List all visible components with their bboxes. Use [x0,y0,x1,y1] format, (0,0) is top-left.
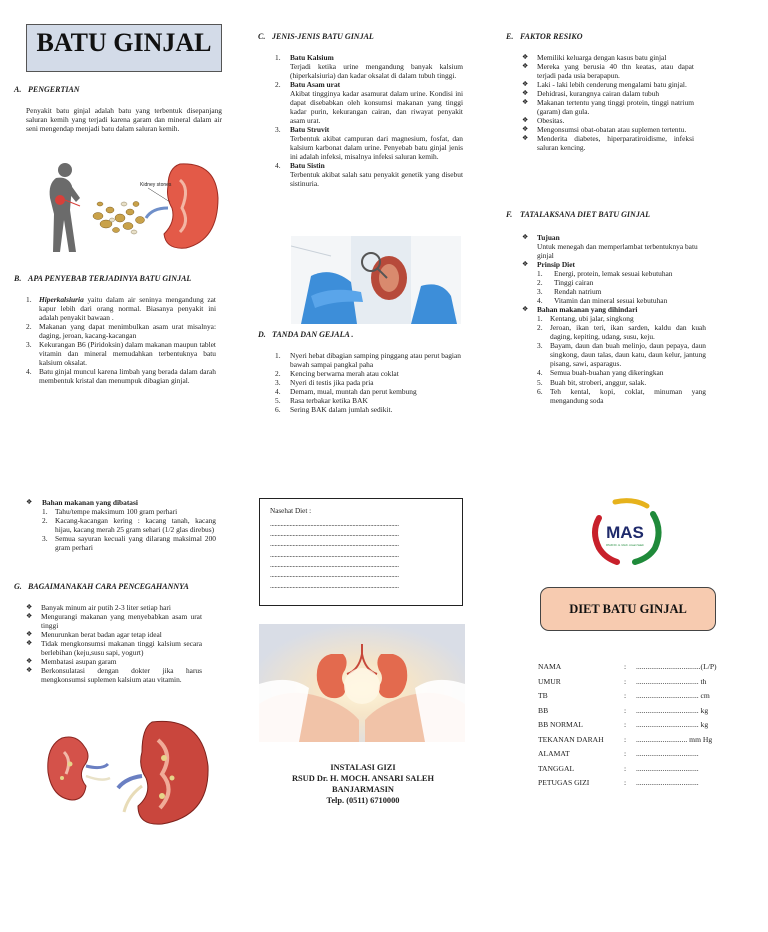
list-item: ❖ Mereka yang berusia 40 thn keatas, atau dapat terjadi pada usia berapapun. [522,62,694,81]
form-label: TANGGAL [538,763,575,773]
nasehat-label: Nasehat Diet : [270,507,312,515]
prinsip-label: Prinsip Diet [537,260,575,270]
form-field[interactable]: ................................. kg [636,720,709,729]
pencegahan-list [26,603,202,684]
section-b-heading: B. APA PENYEBAB TERJADINYA BATU GINJAL [14,274,192,283]
list-item: ❖ Mengurangi makanan yang menyebabkan asam urat tinggi [26,612,202,631]
list-item: 2. Kencing berwarna merah atau coklat [275,369,399,379]
section-f-heading: F. TATALAKSANA DIET BATU GINJAL [506,210,651,219]
doctor-kidney-photo [291,236,461,324]
logo-subtext: RSUD Dr. H. Moch. Ansari Saleh [606,544,644,547]
tujuan-label: Tujuan [537,233,560,242]
list-item: ❖ Laki - laki lebih cenderung mengalami batu ginjal. [522,80,687,90]
list-item: 2. Jeroan, ikan teri, ikan sarden, kaldu dan kuah daging, kepiting, udang, susu, keju. [537,323,706,342]
kidney-hands-photo [259,624,465,742]
form-label: BB [538,705,549,715]
list-item: 1. Kentang, ubi jalar, singkong [537,314,634,324]
list-item: 6. Teh kental, kopi, coklat, minuman yang mengandung soda [537,386,706,405]
list-item: ❖ Obesitas. [522,116,565,126]
nasehat-line[interactable]: ...................................................................................... [270,530,399,539]
list-item: 3. Batu Struvit Terbentuk akibat campuran dari magnesium, fosfat, dan kalsium karbonat dalam urine. Penyebab batu ginjal jenis ini adalah infeksi, misalnya infeksi saluran kemih. [275,125,463,162]
hospital-logo [585,496,665,566]
patient-form [538,662,728,793]
pengertian-text: Penyakit batu ginjal adalah batu yang terbentuk disepanjang saluran kemih yang terjadi karena garam dan mineral dalam air seni mengendap menjadi batu dalam saluran kemih. [26,106,222,134]
section-g-heading: G. BAGAIMANAKAH CARA PENCEGAHANNYA [14,582,189,591]
dibatasi-list [26,507,216,552]
footer-line: INSTALASI GIZI [330,763,396,772]
list-item: 6. Sering BAK dalam jumlah sedikit. [275,405,393,415]
list-item: ❖ Menurunkan berat badan agar tetap ideal [26,630,162,640]
form-row[interactable]: TANGGAL : ................................. [538,764,728,779]
kidney-stones-illustration [40,158,220,254]
form-row[interactable]: UMUR : ................................. th [538,677,728,692]
form-field[interactable]: ..................................(L/P) [636,662,717,671]
dibatasi-block: ❖ Bahan makanan yang dibatasi 1. Tahu/tempe maksimum 100 gram perhari 2. Kacang-kacangan kering : kacang tanah, kacang hijau, kacang merah 25 gram sehari (1/2 glas direbus) 3. Semua sayuran kecuali yang dilarang maksimal 200 gram perhari [26,498,216,553]
list-item: ❖ Banyak minum air putih 2-3 liter setiap hari [26,603,171,612]
form-field[interactable]: ................................. cm [636,691,710,700]
footer-line: BANJARMASIN [332,784,394,794]
form-row[interactable]: NAMA : ..................................(L/P) [538,662,728,677]
list-item: 2. Tinggi cairan [537,278,594,288]
list-item: ❖ Berkonsulatasi dengan dokter jika harus mengkonsumsi suplemen kalsium atau vitamin. [26,666,202,685]
list-item: ❖ Dehidrasi, kurangnya cairan dalam tubuh [522,89,660,99]
jenis-list [275,53,463,188]
form-field[interactable]: ................................. kg [636,705,709,715]
list-item: 3. Nyeri di testis jika pada pria [275,378,374,388]
list-item: ❖ Tidak mengkonsumsi makanan tinggi kalsium secara berlebihan (keju,susu sapi, yogurt) [26,639,202,658]
list-item: ❖ Makanan tertentu yang tinggi protein, tinggi natrium (garam) dan gula. [522,98,694,117]
gejala-list [275,351,465,414]
nasehat-line[interactable]: ...................................................................................... [270,540,399,549]
footer-institution [258,763,468,807]
form-label: BB NORMAL [538,720,583,729]
penyebab-list [26,295,216,385]
form-label: UMUR [538,676,561,686]
form-row[interactable]: BB NORMAL : ................................. kg [538,720,728,735]
list-item: 4. Semua buah-buahan yang dikeringkan [537,368,664,378]
dihindari-list [522,314,706,404]
form-row[interactable]: TB : ................................. cm [538,691,728,706]
diet-title-box: DIET BATU GINJAL [540,587,716,631]
list-item: 1. Nyeri hebat dibagian samping pinggang atau perut bagian bawah sampai pangkal paha [275,351,461,370]
section-a-heading: A. PENGERTIAN [14,85,80,94]
footer-line: Telp. (0511) 6710000 [326,795,400,805]
brochure-title: BATU GINJAL [26,24,222,72]
form-label: TB [538,691,548,700]
kidney-stones-label: Kidney stones [140,182,172,188]
list-item: 1. Batu Kalsium Terjadi ketika urine mengandung banyak kalsium (hiperkalsiuria) dan kadar oksalat di dalam tubuh tinggi. [275,53,463,81]
list-item: ❖ Mengonsumsi obat-obatan atau suplemen tertentu. [522,125,687,135]
list-item: 4. Batu Sistin Terbentuk akibat salah satu penyakit genetik yang disebut sistinuria. [275,161,463,189]
list-item: ❖ Memiliki keluarga dengan kasus batu ginjal [522,53,667,62]
prinsip-list [522,269,706,305]
form-field[interactable]: ........................... mm Hg [636,734,713,744]
list-item: 5. Buah bit, stroberi, anggur, salak. [537,377,647,387]
list-item: 1. Hiperkalsiuria yaitu dalam air seninya mengandung zat kapur lebih dari orang normal. Biasanya penyakit ini adalah penyakit bawaan . [26,295,216,323]
logo-text: MAS [606,523,644,542]
list-item: 5. Rasa terbakar ketika BAK [275,396,368,406]
section-c-heading: C. JENIS-JENIS BATU GINJAL [258,32,374,41]
form-field[interactable]: ................................. th [636,676,707,686]
list-item: ❖ Membatasi asupan garam [26,657,117,667]
form-label: TEKANAN DARAH [538,734,604,744]
nasehat-line[interactable]: ...................................................................................... [270,581,399,590]
faktor-list [522,53,694,152]
nasehat-line[interactable]: ...................................................................................... [270,571,399,580]
tujuan-text: Untuk menegah dan memperlambat terbentuknya batu ginjal [537,242,698,261]
list-item: 3. Bayam, daun dan buah melinjo, daun pepaya, daun singkong, daun talas, daun katu, daun kelur, jantung pisang, sawi, asparagus. [537,341,706,369]
form-label: PETUGAS GIZI [538,778,590,787]
list-item: 4. Demam, mual, muntah dan perut kembung [275,387,417,397]
list-item: 1. Energi, protein, lemak sesuai kebutuhan [537,269,673,279]
section-e-heading: E. FAKTOR RESIKO [506,32,583,41]
dihindari-label: Bahan makanan yang dihindari [537,305,638,315]
form-field[interactable]: ................................. [636,763,699,773]
list-item: 2. Makanan yang dapat menimbulkan asam urat misalnya: daging, jeroan, kacang-kacangan [26,322,216,341]
form-row[interactable]: BB : ................................. kg [538,706,728,721]
section-d-heading: D. TANDA DAN GEJALA . [258,330,354,339]
form-field[interactable]: ................................. [636,749,699,758]
list-item: 3. Semua sayuran kecuali yang dilarang maksimal 200 gram perhari [42,534,216,553]
list-item: 1. Tahu/tempe maksimum 100 gram perhari [42,507,178,517]
form-label: ALAMAT [538,749,570,758]
nasehat-line[interactable]: ...................................................................................... [270,519,399,528]
list-item: ❖ Menderita diabetes, hiperparatiroidisme, infeksi saluran kencing. [522,134,694,153]
list-item: 4. Batu ginjal muncul karena limbah yang berada dalam darah membentuk kristal dan menumpuk dibagian ginjal. [26,367,216,386]
form-row[interactable]: PETUGAS GIZI : ................................. [538,778,728,793]
footer-line: RSUD Dr. H. MOCH. ANSARI SALEH [291,773,435,783]
list-item: 2. Batu Asam urat Akibat tingginya kadar asamurat dalam urine. Kondisi ini dapat disebabkan oleh konsumsi makanan yang tinggi kadar purin, kekurangan cairan, dan riwayat penyakit asam urat. [275,80,463,126]
form-row[interactable]: TEKANAN DARAH : ........................... mm Hg [538,735,728,750]
form-field[interactable]: ................................. [636,778,699,787]
tatalaksana-block: ❖ Tujuan Untuk menegah dan memperlambat terbentuknya batu ginjal ❖ Prinsip Diet 1. Energi, protein, lemak sesuai kebutuhan 2. Tinggi cairan 3. Rendah natrium 4. Vitamin dan mineral sesuai kebutuhan ❖ Bahan makanan yang dihindari 1. Kentang, ubi jalar, singkong 2. Jeroan, ikan teri, ikan sarden, kaldu dan kuah daging, kepiting, udang, susu, keju. 3. Bayam, daun dan buah melinjo, daun pepaya, daun singkong, daun talas, daun katu, daun kelur, jantung pisang, sawi, asparagus. 4. Semua buah-buahan yang dikeringkan 5. Buah bit, stroberi, anggur, salak. 6. Teh kental, kopi, coklat, minuman yang mengandung soda [522,233,706,405]
list-item: 4. Vitamin dan mineral sesuai kebutuhan [537,296,668,306]
kidney-cross-section-illustration [42,716,212,828]
nasehat-line[interactable]: ...................................................................................... [270,560,399,569]
list-item: 3. Rendah natrium [537,287,602,297]
form-row[interactable]: ALAMAT : ................................. [538,749,728,764]
nasehat-diet-box[interactable] [259,498,463,606]
dibatasi-label: Bahan makanan yang dibatasi [42,498,138,507]
nasehat-line[interactable]: ...................................................................................... [270,550,399,559]
form-label: NAMA [538,662,562,671]
list-item: 3. Kekurangan B6 (Piridoksin) dalam makanan maupun tablet vitamin dan mineral memudahkan terbentuknya batu kalsium oksalat. [26,340,216,368]
list-item: 2. Kacang-kacangan kering : kacang tanah, kacang hijau, kacang merah 25 gram sehari (1/2 glas direbus) [42,516,216,535]
